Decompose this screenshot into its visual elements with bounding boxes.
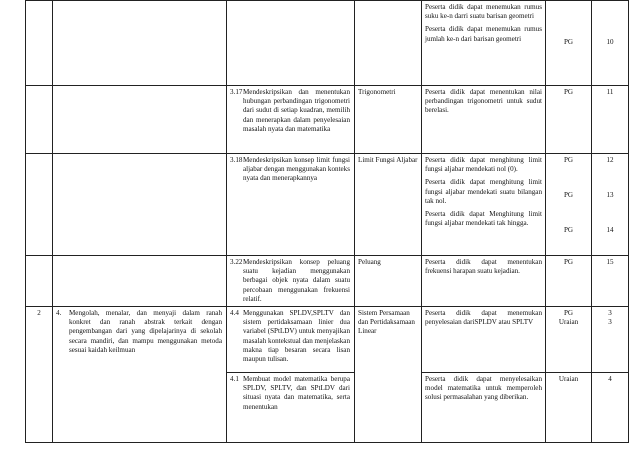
ki-text: Mengolah, menalar, dan menyaji dalam ranah konkret dan ranah abstrak terkait dengan pengembangan dari yang dipelajarinya di sekolah secara mandiri, dan mampu menggunakan metoda sesuai kaidah keilmuan — [69, 309, 222, 354]
indicator-cell: Peserta didik dapat menemukan penyelesaian dariSPLDV atau SPLTV — [422, 307, 546, 373]
technique-cell: PG — [546, 1, 592, 86]
kd-text: Menggunakan SPLDV,SPLTV dan sistem pertidaksamaan linier dua variabel (SPtLDV) untuk menyajikan masalah kontekstual dan menjelaskan makna tiap besaran secara lisan maupun tulisan. — [243, 309, 350, 364]
indicator-cell — [422, 154, 546, 256]
ki-cell — [53, 256, 227, 307]
technique-cell — [546, 307, 592, 373]
technique-text: Uraian — [558, 318, 579, 327]
table-row — [26, 154, 629, 256]
technique-text: PG — [563, 226, 574, 235]
indicator-cell: Peserta didik dapat menentukan nilai perbandingan trigonometri untuk sudut berelasi. — [422, 86, 546, 154]
ki-cell — [53, 1, 227, 86]
kd-number: 4.4 — [230, 309, 239, 318]
kd-number: 3.22 — [230, 258, 243, 266]
item-number: 14 — [606, 226, 614, 235]
indicator-text: Peserta didik dapat menghitung limit fungsi aljabar mendekati suatu bilangan tak nol. — [425, 178, 542, 205]
no-cell — [26, 256, 53, 307]
table-row — [26, 86, 629, 154]
kd-number: 3.17 — [230, 88, 243, 96]
technique-cell: PG — [546, 256, 592, 307]
kd-cell — [227, 154, 355, 256]
item-number-cell — [592, 307, 629, 373]
item-number-cell: 11 — [592, 86, 629, 154]
no-cell — [26, 1, 53, 86]
material-cell — [355, 1, 422, 86]
ki-cell — [53, 154, 227, 256]
kd-number: 3.18 — [230, 156, 243, 164]
item-number: 13 — [606, 191, 614, 200]
technique-cell — [546, 154, 592, 256]
table-row — [26, 307, 629, 373]
technique-cell: Uraian — [546, 373, 592, 443]
kd-cell — [227, 373, 355, 443]
kd-text: Mendeskripsikan dan menentukan hubungan perbandingan trigonometri dari sudut di setiap kuadran, memilih dan menerapkan dalam penyelesaian masalah nyata dan matematika — [243, 88, 350, 133]
kd-text: Mendeskripsikan konsep peluang suatu kejadian menggunakan berbagai objek nyata dalam suatu percobaan menggunakan frekuensi relatif. — [243, 258, 350, 303]
technique-text: PG — [563, 156, 574, 164]
indicator-text: Peserta didik dapat menghitung limit fungsi aljabar mendekati nol (0). — [425, 156, 542, 174]
technique-text: PG — [563, 191, 574, 200]
indicator-text: Peserta didik dapat menemukan rumus suku ke-n darri suatu barisan geometri — [425, 3, 542, 21]
kd-cell — [227, 256, 355, 307]
material-cell: Peluang — [355, 256, 422, 307]
ki-cell — [53, 86, 227, 154]
ki-cell — [53, 307, 227, 443]
no-cell — [26, 154, 53, 256]
item-number-cell: 4 — [592, 373, 629, 443]
indicator-cell: Peserta didik dapat menentukan frekuensi harapan suatu kejadian. — [422, 256, 546, 307]
item-number-cell: 10 — [592, 1, 629, 86]
indicator-text: Peserta didik dapat Menghitung limit fungsi aljabar mendekati tak hingga. — [425, 210, 542, 228]
material-cell: Trigonometri — [355, 86, 422, 154]
kd-number: 4.1 — [230, 375, 239, 384]
indicator-text: Peserta didik dapat menemukan rumus jumlah ke-n dari barisan geometri — [425, 25, 542, 43]
indicator-cell — [422, 1, 546, 86]
table-row — [26, 1, 629, 86]
no-cell: 2 — [26, 307, 53, 443]
material-cell: Limit Fungsi Aljabar — [355, 154, 422, 256]
ki-number: 4. — [56, 309, 62, 318]
no-cell — [26, 86, 53, 154]
kd-cell — [227, 1, 355, 86]
item-number-cell — [592, 154, 629, 256]
item-number: 3 — [608, 318, 612, 327]
material-cell: Sistem Persamaan dan Pertidaksamaan Linear — [355, 307, 422, 443]
kd-text: Membuat model matematika berupa SPLDV, SPLTV, dan SPtLDV dari situasi nyata dan matematika, serta menentukan — [243, 375, 350, 411]
indicator-cell: Peserta didik dapat menyelesaikan model matematika untuk memperoleh solusi permasalahan yang diberikan. — [422, 373, 546, 443]
technique-cell: PG — [546, 86, 592, 154]
assessment-grid-table — [25, 0, 629, 443]
technique-text: PG — [563, 309, 574, 318]
item-number: 3 — [608, 309, 612, 318]
kd-cell — [227, 307, 355, 373]
item-number: 12 — [606, 156, 614, 164]
table-row — [26, 256, 629, 307]
item-number-cell: 15 — [592, 256, 629, 307]
kd-cell — [227, 86, 355, 154]
kd-text: Mendeskripsikan konsep limit fungsi aljabar dengan menggunakan konteks nyata dan menerapkannya — [243, 156, 350, 183]
